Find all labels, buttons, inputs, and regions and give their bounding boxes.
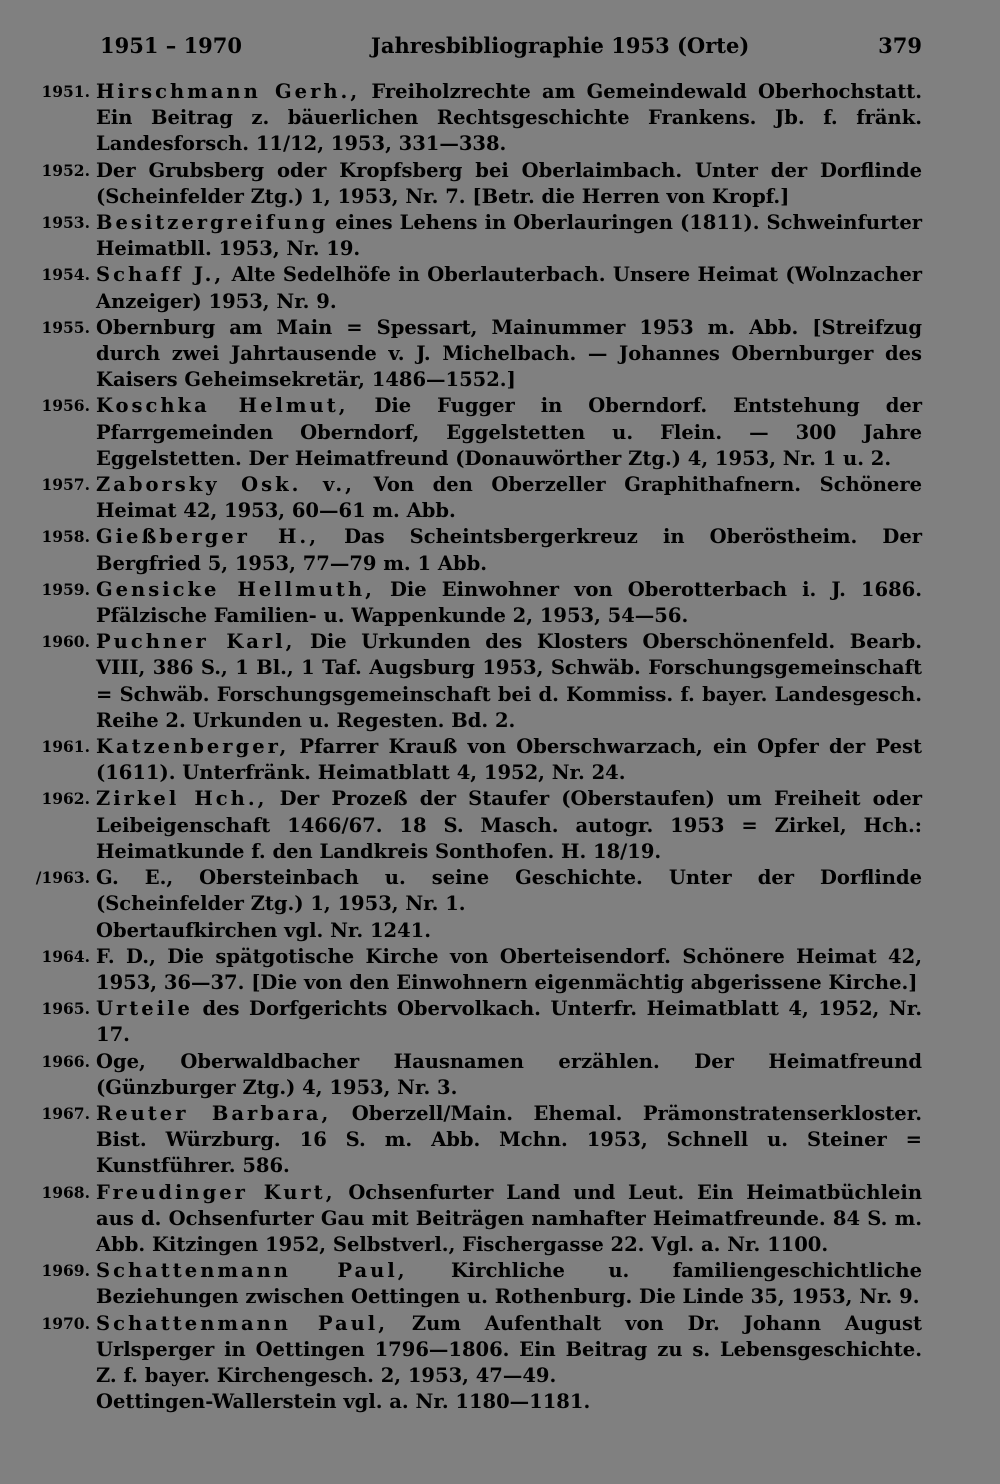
bibliography-entry <box>0 734 1000 786</box>
entry-author: Schaff J., <box>96 263 225 287</box>
bibliography-entry <box>0 1258 1000 1310</box>
entry-number: 1962. <box>41 789 90 809</box>
entry-number: 1952. <box>41 160 90 180</box>
entry-place: Oberstaufen) <box>570 787 715 811</box>
entry-place: Oettingen-Wallerstein <box>96 1390 337 1414</box>
entry-place: Oberlauterbach. <box>427 263 606 287</box>
entry-author: Koschka Helmut, <box>96 394 349 418</box>
entry-place: Oberteisendorf. <box>499 944 671 968</box>
entry-place: Oberöstheim. <box>709 525 858 549</box>
entry-rest: am Main = Spessart, Mainummer 1953 m. Abb. [Streifzug durch zwei Jahrtausende v. J. Michelbach. — Johannes Obernburger des Kaisers Geheimsekretär, 1486—1552.] <box>96 315 922 392</box>
entry-rest: vgl. a. Nr. 1180—1181. <box>336 1390 591 1414</box>
entry-author: Besitzergreifung <box>96 211 329 235</box>
entry-text: Kirchliche u. familiengeschichtliche Beziehungen zwischen <box>96 1259 922 1309</box>
entry-author: Zirkel Hch., <box>96 787 268 811</box>
entry-rest: Bearb. VIII, 386 S., 1 Bl., 1 Taf. Augsburg 1953, Schwäb. Forschungsgemeinschaft = Schwäb. Forschungsgemeinschaft bei d. Kommiss. f. bayer. Landesgesch. Reihe 2. Urkunden u. Regesten. Bd. 2. <box>96 630 922 732</box>
entry-text: Der Grubsberg oder Kropfsberg bei <box>96 158 522 182</box>
entry-rest: 1796—1806. Ein Beitrag zu s. Lebensgeschichte. Z. f. bayer. Kirchengesch. 2, 1953, 47—49. <box>96 1337 922 1387</box>
entry-number: 1955. <box>41 317 90 337</box>
entry-number: /1963. <box>35 868 90 888</box>
entry-number: 1956. <box>41 396 90 416</box>
entry-number: 1954. <box>41 265 90 285</box>
entry-author: Gießberger H., <box>96 525 319 549</box>
entry-text: Oge, <box>96 1049 181 1073</box>
entry-place: Oberschönenfeld. <box>642 630 836 654</box>
entry-place: Oberzell/Main. <box>351 1101 514 1125</box>
entry-rest: Graphithafnern. Schönere Heimat 42, 1953, 60—61 m. Abb. <box>96 473 923 523</box>
entry-place: Obertaufkirchen <box>96 918 278 942</box>
entry-place: Obernburg <box>96 315 216 339</box>
entry-number: 1969. <box>41 1261 90 1281</box>
entry-author: Urteile <box>96 997 193 1021</box>
entry-text: Die Einwohner von <box>374 577 628 601</box>
entry-place: Oberndorf. <box>588 394 708 418</box>
bibliography-entry <box>0 918 1000 944</box>
bibliography-entry <box>0 524 1000 576</box>
entry-place: Obervolkach. <box>396 997 541 1021</box>
entry-number: 1960. <box>41 632 90 652</box>
bibliography-entry <box>0 1389 1000 1415</box>
entry-author: Freudinger Kurt, <box>96 1180 336 1204</box>
entry-author: Hirschmann Gerh., <box>96 80 361 103</box>
entry-place: Oberlauringen <box>513 211 673 235</box>
entry-place: Oettingen <box>255 1337 365 1361</box>
entry-place: Oberwaldbacher <box>180 1049 360 1073</box>
page-header <box>100 28 922 62</box>
entry-place: Oberlaimbach. <box>521 158 683 182</box>
entry-text: F. D., Die spätgotische Kirche von <box>96 944 500 968</box>
entry-place: Ochsenfurter <box>348 1180 494 1204</box>
entry-rest: (1811). Schweinfurter Heimatbll. 1953, Nr. 19. <box>96 211 922 261</box>
entry-number: 1968. <box>41 1182 90 1202</box>
entry-number: 1961. <box>41 737 90 757</box>
entry-place: Obersteinbach <box>199 866 359 890</box>
entry-text: Die Urkunden des Klosters <box>295 630 643 654</box>
entry-rest: um Freiheit oder Leibeigenschaft 1466/67. 18 S. Masch. autogr. 1953 = Zirkel, Hch.: Heimatkunde f. den Landkreis Sonthofen. H. 18/19. <box>96 787 922 863</box>
entry-place: Oettingen <box>351 1285 461 1309</box>
entry-author: Katzenberger, <box>96 735 290 759</box>
bibliography-entry <box>0 996 1000 1048</box>
entry-range: 1951 – 1970 <box>100 32 243 58</box>
bibliography-entry <box>0 577 1000 629</box>
entry-author: Puchner Karl, <box>96 630 296 654</box>
entry-rest: i. J. 1686. Pfälzische Familien- u. Wappenkunde 2, 1953, 54—56. <box>96 577 922 628</box>
entry-rest: Schönere Heimat 42, 1953, 36—37. [Die von den Einwohnern eigenmächtig abgerissene Kirche.] <box>96 944 922 994</box>
entry-place: Oberzeller <box>491 473 606 497</box>
bibliography-entry <box>0 1311 1000 1390</box>
entry-rest: Ehemal. Prämonstratenserkloster. Bist. Würzburg. 16 S. m. Abb. Mchn. 1953, Schnell u. Steiner = Kunstführer. 586. <box>96 1101 922 1178</box>
bibliography-entry <box>0 79 1000 158</box>
entry-author: Zaborsky Osk. v., <box>96 473 355 497</box>
bibliography-entry <box>0 944 1000 996</box>
entry-number: 1965. <box>41 999 90 1019</box>
entry-author: Schattenmann Paul, <box>96 1259 408 1283</box>
bibliography-entry <box>0 629 1000 734</box>
bibliography-entry <box>0 1180 1000 1259</box>
entry-rest: Unter der Dorflinde (Scheinfelder Ztg.) 1, 1953, Nr. 7. [Betr. die Herren von Kropf.] <box>96 158 923 208</box>
entry-author: Schattenmann Paul, <box>96 1311 389 1335</box>
page-number: 379 <box>878 32 922 58</box>
entry-number: 1951. <box>41 82 90 101</box>
entry-text <box>331 1102 351 1125</box>
bibliography-entry <box>0 472 1000 524</box>
bibliography-entry <box>0 865 1000 917</box>
bibliography-entry <box>0 393 1000 472</box>
entry-rest: Hausnamen erzählen. Der Heimatfreund (Günzburger Ztg.) 4, 1953, Nr. 3. <box>96 1049 922 1099</box>
entry-rest: u. seine Geschichte. Unter der Dorflinde (Scheinfelder Ztg.) 1, 1953, Nr. 1. <box>96 866 922 916</box>
entry-rest: Entstehung der Pfarrgemeinden Oberndorf, Eggelstetten u. Flein. — 300 Jahre Eggelstetten. Der Heimatfreund (Donauwörther Ztg.) 4, 1953, Nr. 1 u. 2. <box>96 394 923 470</box>
bibliography-entry <box>0 315 1000 394</box>
entry-text: Die Fugger in <box>348 394 589 418</box>
entry-rest: u. Rothenburg. Die Linde 35, 1953, Nr. 9. <box>460 1285 920 1309</box>
entry-author: Gensicke Hellmuth, <box>96 577 375 601</box>
bibliography-entry <box>0 210 1000 262</box>
entry-rest: vgl. Nr. 1241. <box>277 918 432 942</box>
entry-number: 1953. <box>41 213 90 233</box>
entry-number: 1970. <box>41 1313 90 1333</box>
entry-number: 1967. <box>41 1103 90 1123</box>
entry-text: Freiholzrechte am Gemeindewald <box>360 80 759 103</box>
running-title: Jahresbibliographie 1953 (Orte) <box>370 32 750 58</box>
entry-text: Das Scheintsbergerkreuz in <box>319 525 710 549</box>
entry-text: Der Prozeß der Staufer ( <box>267 787 571 811</box>
entry-place: Oberschwarzach, <box>516 735 703 759</box>
entry-rest: Ein Beitrag z. bäuerlichen Rechtsgeschichte Frankens. Jb. f. fränk. Landesforsch. 11/12, 1953, 331—338. <box>96 106 922 156</box>
entry-author: Reuter Barbara, <box>96 1101 332 1125</box>
entry-number: 1957. <box>41 475 90 495</box>
entry-number: 1964. <box>41 946 90 966</box>
bibliography-entry <box>0 1101 1000 1180</box>
bibliography-entry <box>0 1049 1000 1101</box>
entry-text: Zum Aufenthalt von Dr. Johann August Urlsperger in <box>96 1311 922 1361</box>
entry-rest: ein Opfer der Pest (1611). Unterfränk. Heimatblatt 4, 1952, Nr. 24. <box>96 735 923 785</box>
entry-rest: Land und Leut. Ein Heimatbüchlein aus d. Ochsenfurter Gau mit Beiträgen namhafter Heimatfreunde. 84 S. m. Abb. Kitzingen 1952, Selbstverl., Fischergasse 22. Vgl. a. Nr. 1100. <box>96 1180 922 1256</box>
entry-text <box>335 1181 348 1204</box>
entry-text: eines Lehens in <box>328 211 514 235</box>
bibliography-entry <box>0 786 1000 865</box>
bibliography-entry <box>0 262 1000 314</box>
entry-number: 1966. <box>41 1051 90 1071</box>
entry-rest: Unterfr. Heimatblatt 4, 1952, Nr. 17. <box>96 997 922 1047</box>
entry-rest: Der Bergfried 5, 1953, 77—79 m. 1 Abb. <box>96 525 922 575</box>
entry-number: 1958. <box>41 527 90 547</box>
entry-text: Alte Sedelhöfe in <box>224 263 428 287</box>
entry-rest: Unsere Heimat (Wolnzacher Anzeiger) 1953, Nr. 9. <box>96 263 923 313</box>
entry-text: Pfarrer Krauß von <box>289 735 517 759</box>
entry-number: 1959. <box>41 579 90 599</box>
bibliography-entry <box>0 158 1000 210</box>
entry-place: Oberhochstatt. <box>758 80 923 103</box>
bibliography-list <box>0 79 1000 1415</box>
entry-text: Von den <box>354 473 492 497</box>
entry-place: Oberotterbach <box>627 577 788 601</box>
entry-text: G. E., <box>96 866 200 890</box>
entry-text: des Dorfgerichts <box>192 997 397 1021</box>
